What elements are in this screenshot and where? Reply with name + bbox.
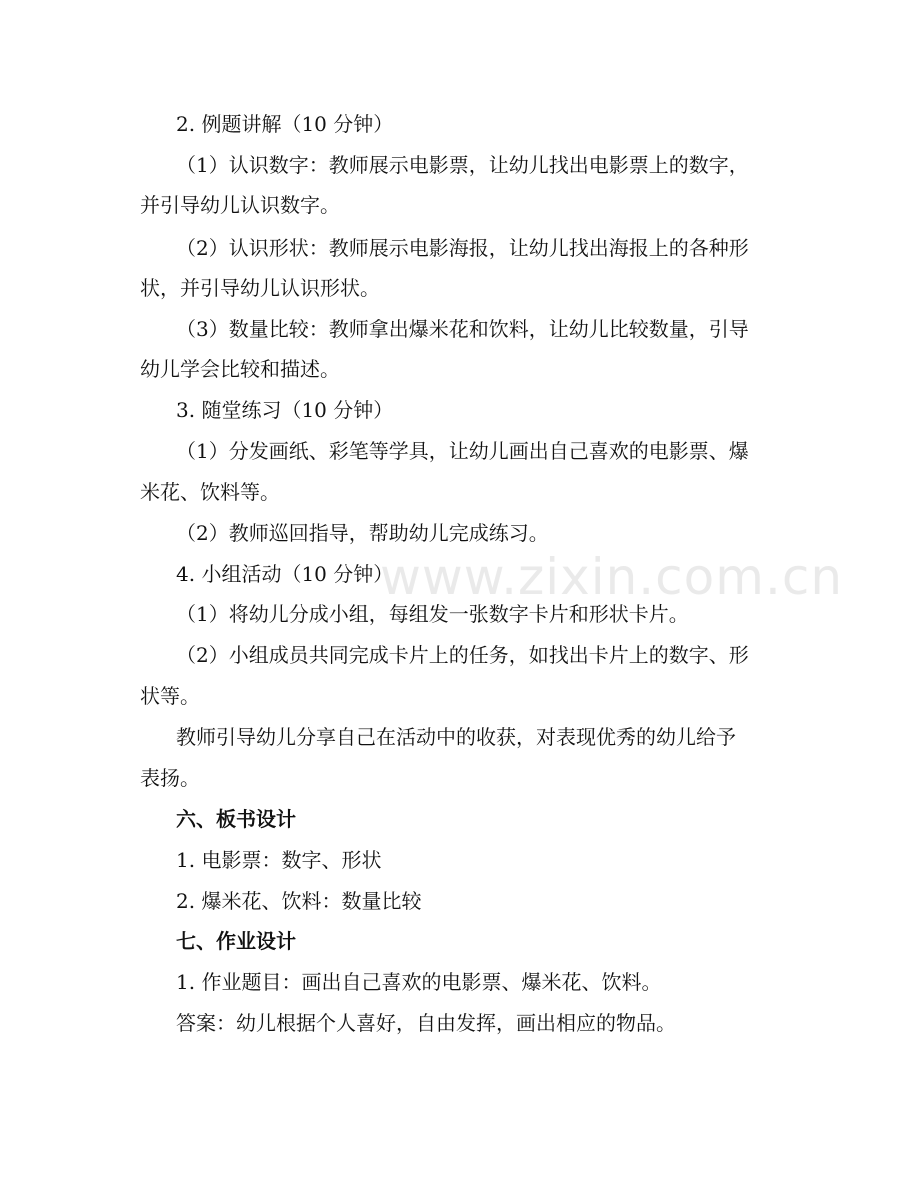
list-item: 1. 电影票：数字、形状	[176, 848, 382, 872]
paragraph-line: 状，并引导幼儿认识形状。	[140, 276, 380, 300]
paragraph-line: （1）将幼儿分成小组，每组发一张数字卡片和形状卡片。	[176, 602, 689, 626]
paragraph-line: 教师引导幼儿分享自己在活动中的收获，对表现优秀的幼儿给予	[176, 725, 736, 749]
paragraph-line: （2）小组成员共同完成卡片上的任务，如找出卡片上的数字、形	[176, 643, 749, 667]
paragraph-line: （1）认识数字：教师展示电影票，让幼儿找出电影票上的数字，	[176, 153, 749, 177]
paragraph-line: 幼儿学会比较和描述。	[140, 357, 340, 381]
section-heading-group: 4. 小组活动（10 分钟）	[176, 562, 394, 586]
paragraph-line: 并引导幼儿认识数字。	[140, 193, 340, 217]
heading-homework-design: 七、作业设计	[176, 929, 296, 953]
paragraph-line: 表扬。	[140, 766, 200, 790]
heading-board-design: 六、板书设计	[176, 807, 296, 831]
section-heading-practice: 3. 随堂练习（10 分钟）	[176, 398, 394, 422]
paragraph-line: （2）教师巡回指导，帮助幼儿完成练习。	[176, 521, 549, 545]
paragraph-line: （2）认识形状：教师展示电影海报，让幼儿找出海报上的各种形	[176, 236, 749, 260]
section-heading-example: 2. 例题讲解（10 分钟）	[176, 112, 394, 136]
answer-line: 答案：幼儿根据个人喜好，自由发挥，画出相应的物品。	[176, 1011, 676, 1035]
paragraph-line: （3）数量比较：教师拿出爆米花和饮料，让幼儿比较数量，引导	[176, 317, 749, 341]
watermark: www.zixin.com.cn	[380, 548, 844, 606]
list-item: 1. 作业题目：画出自己喜欢的电影票、爆米花、饮料。	[176, 970, 662, 994]
paragraph-line: （1）分发画纸、彩笔等学具，让幼儿画出自己喜欢的电影票、爆	[176, 439, 749, 463]
paragraph-line: 状等。	[140, 684, 200, 708]
paragraph-line: 米花、饮料等。	[140, 480, 280, 504]
list-item: 2. 爆米花、饮料：数量比较	[176, 889, 422, 913]
